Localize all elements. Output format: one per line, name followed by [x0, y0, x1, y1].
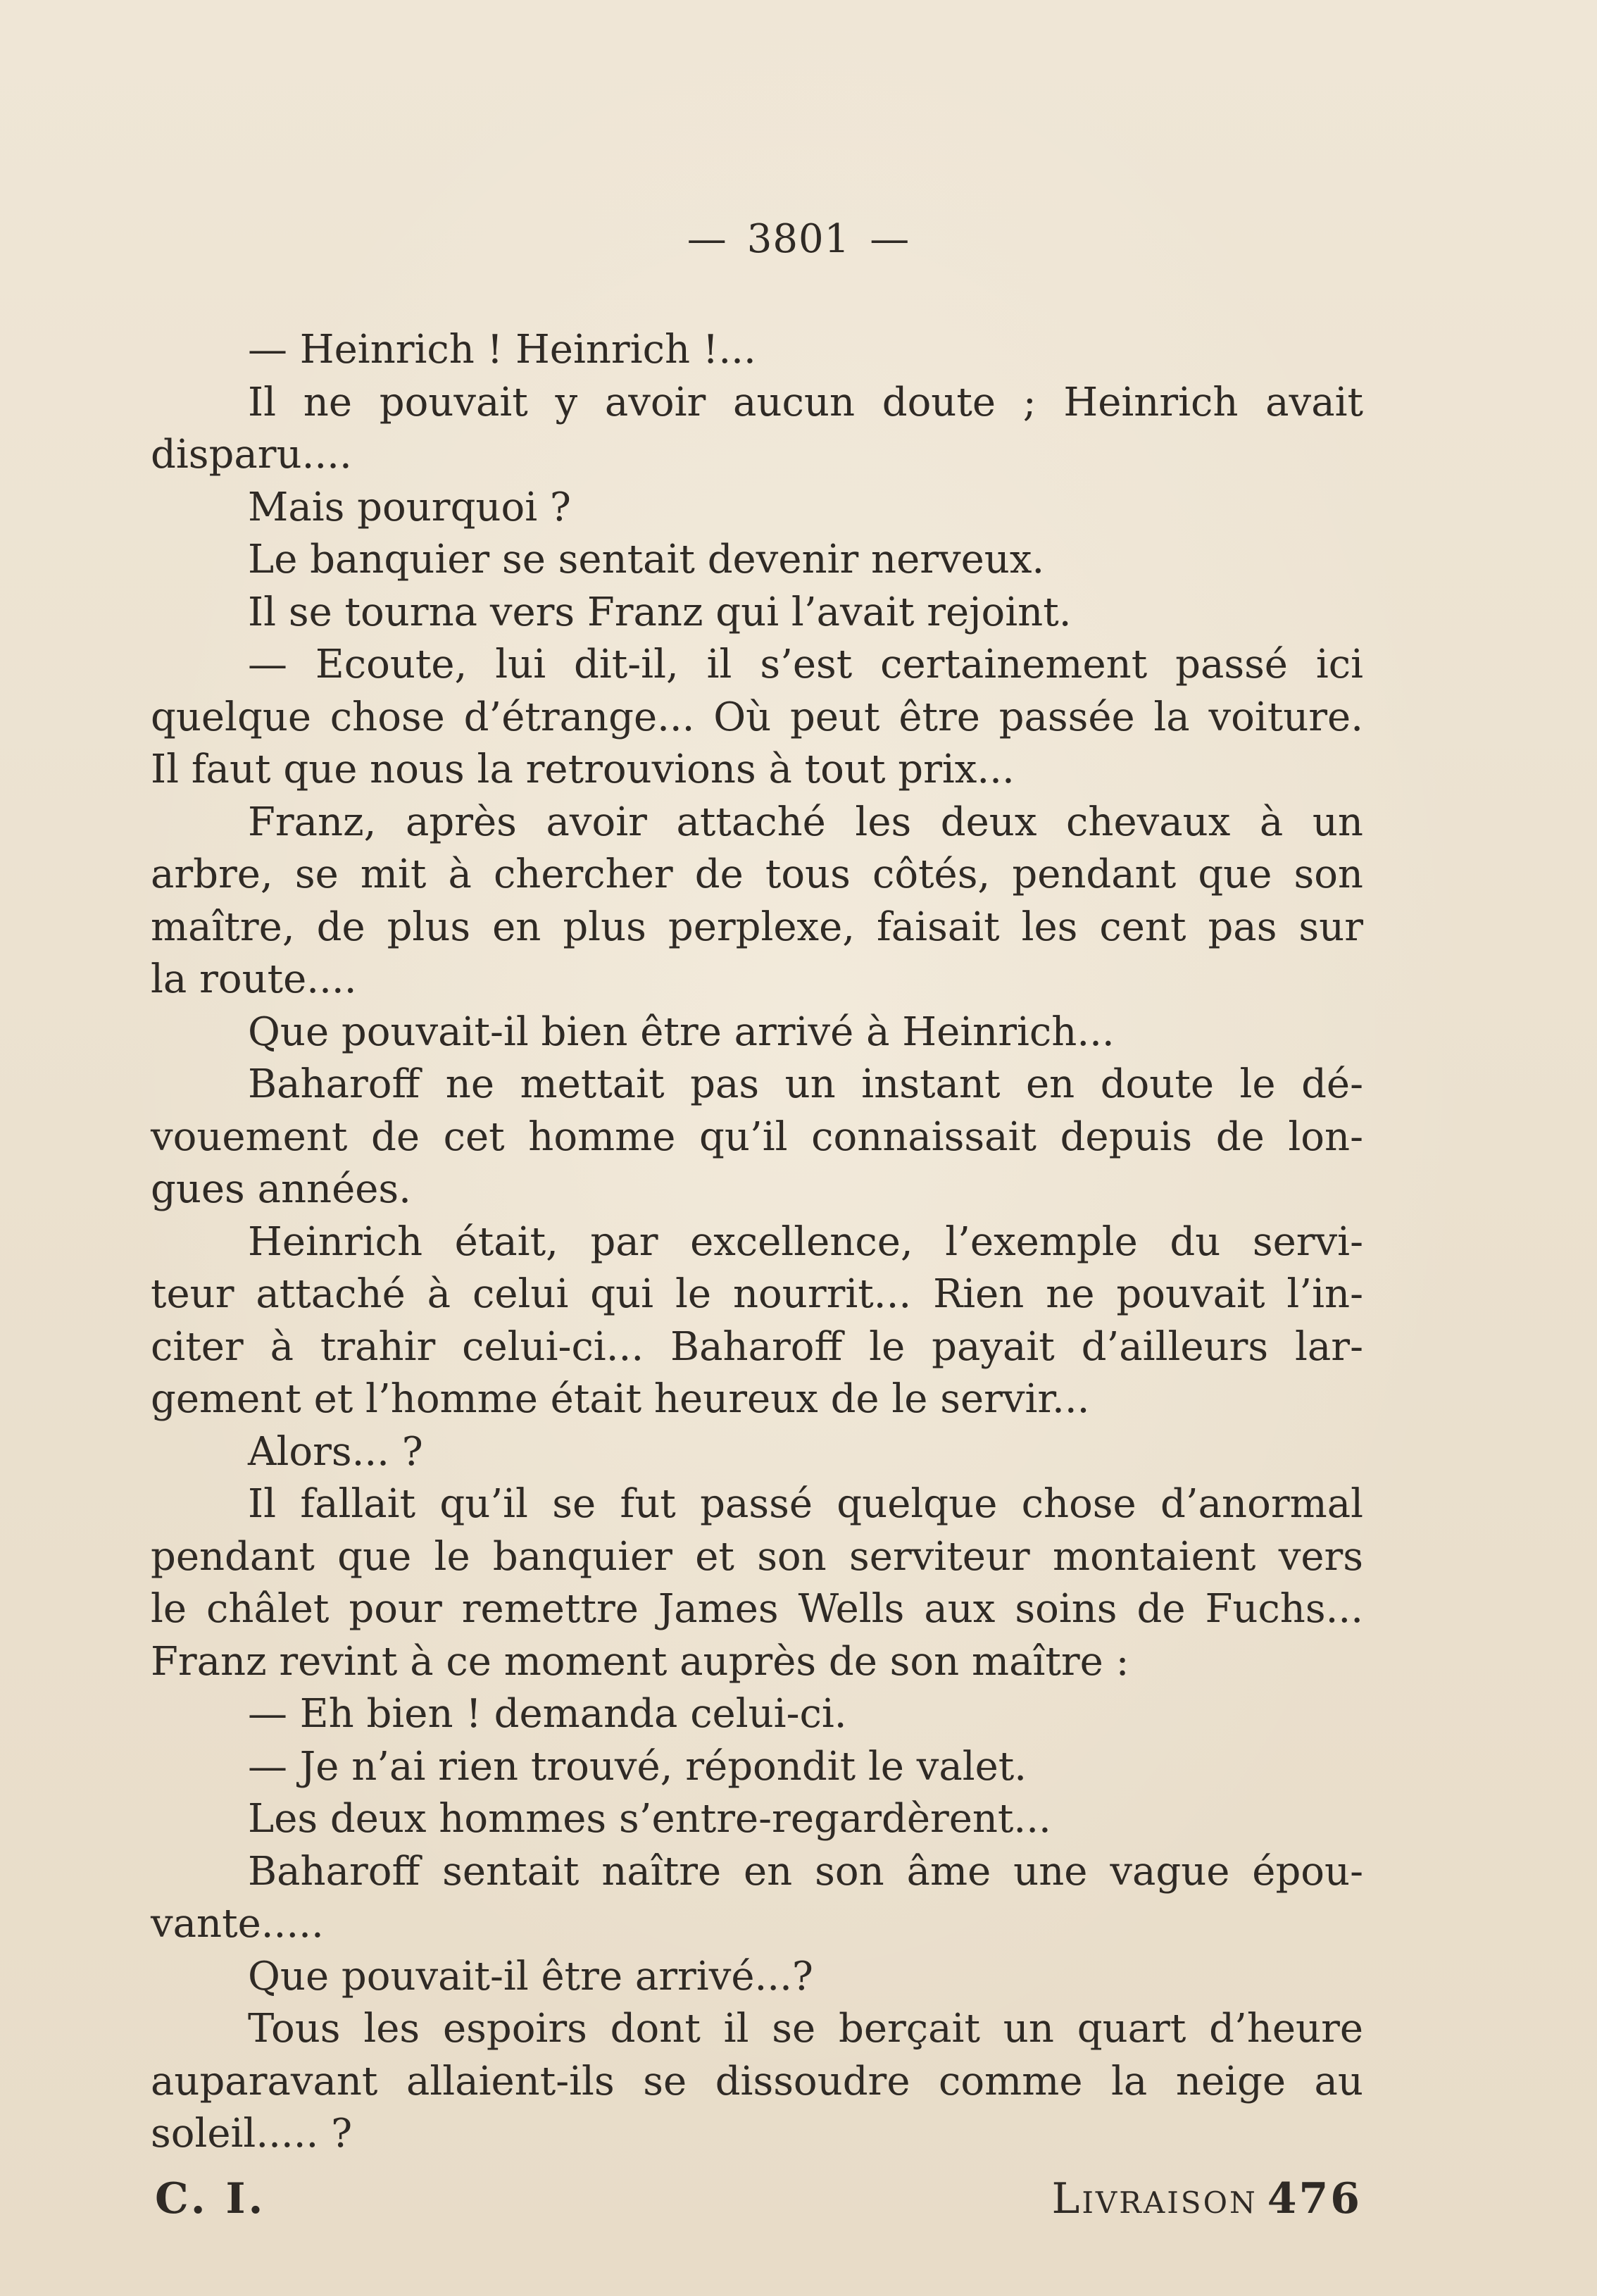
text-line: le châlet pour remettre James Wells aux soins de Fuchs... — [151, 1586, 1363, 1632]
text-line: auparavant allaient-ils se dissoudre comme la neige au — [151, 2058, 1363, 2104]
header-dash-right: — — [870, 216, 910, 262]
text-line: — Ecoute, lui dit-il, il s’est certainement passé ici — [248, 642, 1363, 687]
text-line: Franz, après avoir attaché les deux chevaux à un — [248, 799, 1363, 845]
text-line: Mais pourquoi ? — [248, 484, 571, 530]
text-line: Baharoff ne mettait pas un instant en doute le dé- — [248, 1061, 1363, 1107]
text-line: vante..... — [151, 1901, 324, 1947]
page-number-header — [0, 211, 1597, 268]
text-line: — Je n’ai rien trouvé, répondit le valet. — [248, 1743, 1027, 1790]
text-line: Alors... ? — [248, 1428, 423, 1475]
text-line: Il ne pouvait y avoir aucun doute ; Heinrich avait — [248, 379, 1363, 425]
text-line: Il fallait qu’il se fut passé quelque chose d’anormal — [248, 1481, 1363, 1527]
text-line: vouement de cet homme qu’il connaissait depuis de lon- — [151, 1113, 1363, 1160]
page-number: 3801 — [746, 216, 851, 262]
text-line: Que pouvait-il être arrivé...? — [248, 1953, 813, 1999]
text-line: la route.... — [151, 956, 357, 1002]
text-line: Baharoff sentait naître en son âme une vague épou- — [248, 1848, 1363, 1895]
text-line: maître, de plus en plus perplexe, faisait les cent pas sur — [151, 904, 1363, 950]
text-line: soleil..... ? — [151, 2111, 353, 2157]
text-line: — Heinrich ! Heinrich !... — [248, 327, 756, 373]
text-line: disparu.... — [151, 432, 352, 478]
footer-livraison — [1051, 2171, 1362, 2227]
text-line: Le banquier se sentait devenir nerveux. — [248, 537, 1045, 582]
footer-imprint: C. I. — [155, 2174, 266, 2223]
text-line: arbre, se mit à chercher de tous côtés, pendant que son — [151, 851, 1363, 897]
header-dash-left: — — [687, 216, 727, 262]
footer-livraison-label: Livraison — [1051, 2174, 1258, 2223]
text-line: citer à trahir celui-ci... Baharoff le payait d’ailleurs lar- — [151, 1323, 1363, 1370]
text-line: Franz revint à ce moment auprès de son maître : — [151, 1638, 1129, 1685]
text-line: quelque chose d’étrange... Où peut être passée la voiture. — [151, 694, 1363, 740]
text-line: Que pouvait-il bien être arrivé à Heinrich... — [248, 1009, 1115, 1055]
footer-livraison-number: 476 — [1267, 2174, 1362, 2223]
text-line: Il se tourna vers Franz qui l’avait rejoint. — [248, 589, 1072, 635]
text-line: Les deux hommes s’entre-regardèrent... — [248, 1796, 1051, 1842]
text-line: Il faut que nous la retrouvions à tout prix... — [151, 747, 1015, 792]
text-line: gues années. — [151, 1166, 411, 1212]
text-line: gement et l’homme était heureux de le servir... — [151, 1376, 1090, 1422]
text-line: pendant que le banquier et son serviteur montaient vers — [151, 1533, 1363, 1580]
body-text — [151, 324, 1363, 2161]
page-footer — [155, 2171, 1362, 2227]
text-line: Heinrich était, par excellence, l’exemple du servi- — [248, 1218, 1363, 1265]
text-line: Tous les espoirs dont il se berçait un quart d’heure — [248, 2006, 1363, 2052]
text-line: — Eh bien ! demanda celui-ci. — [248, 1691, 847, 1737]
text-line: teur attaché à celui qui le nourrit... Rien ne pouvait l’in- — [151, 1271, 1363, 1317]
